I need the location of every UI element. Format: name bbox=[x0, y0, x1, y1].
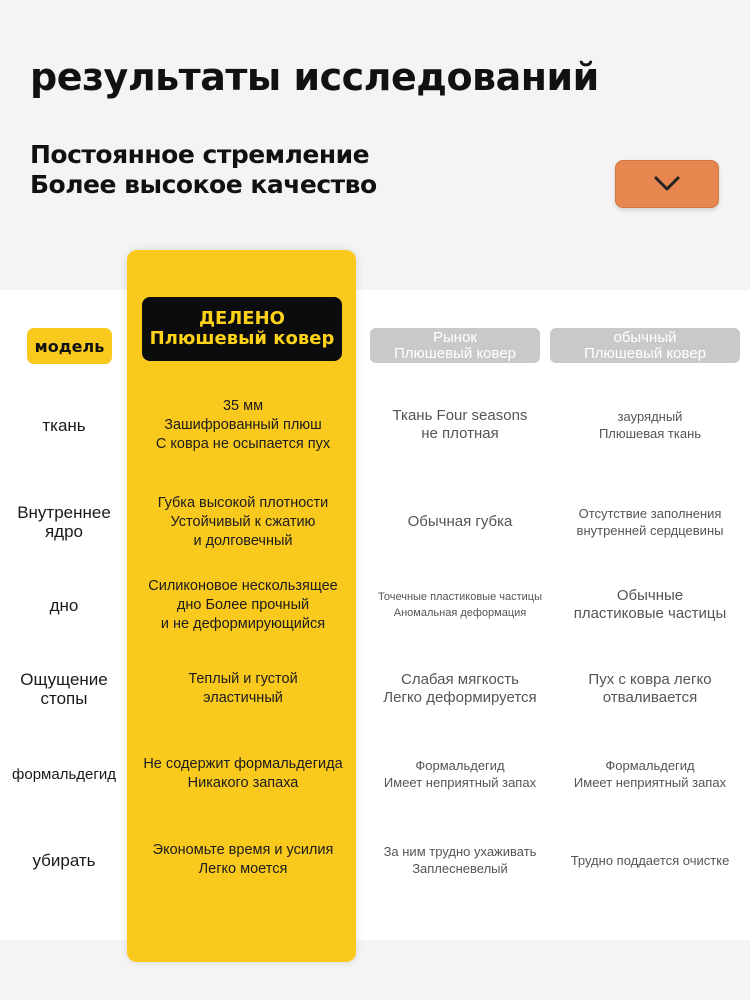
cell-line: отваливается bbox=[602, 689, 698, 706]
cell-line: 35 мм bbox=[222, 397, 264, 414]
ordinary-cell-inner-core bbox=[550, 490, 750, 554]
cell-line: За ним трудно ухаживать bbox=[383, 844, 537, 859]
cell-line: Пух с ковра легко bbox=[588, 671, 712, 688]
cell-line: Имеет неприятный запах bbox=[573, 775, 727, 790]
ordinary-header-line: Плюшевый ковер bbox=[583, 344, 706, 362]
market-header-line: Плюшевый ковер bbox=[393, 344, 516, 362]
cell-line: эластичный bbox=[203, 690, 283, 706]
cell-line: Устойчивый к сжатию bbox=[170, 513, 316, 530]
model-label: модель bbox=[27, 328, 112, 364]
cell-line: Легко деформируется bbox=[383, 689, 537, 706]
cell-line: Зашифрованный плюш bbox=[164, 416, 322, 433]
cell-line: пластиковые частицы bbox=[573, 605, 727, 622]
cell-line: Силиконовое нескользящее bbox=[148, 577, 338, 594]
ordinary-cell-bottom bbox=[550, 574, 750, 636]
subtitle-line: Более высокое качество bbox=[30, 170, 377, 199]
row-label-fabric bbox=[0, 395, 128, 455]
ordinary-cell-fabric bbox=[550, 395, 750, 455]
row-label-line: стопы bbox=[40, 689, 88, 708]
row-label-line: ядро bbox=[44, 522, 84, 541]
cell-line: не плотная bbox=[421, 425, 499, 442]
subtitle-line: Постоянное стремление bbox=[30, 140, 370, 169]
highlight-cell-cleaning bbox=[130, 838, 356, 882]
cell-line: внутренней сердцевины bbox=[576, 523, 724, 538]
highlight-header-line: ДЕЛЕНО bbox=[199, 308, 285, 329]
subtitle bbox=[30, 140, 377, 200]
page-title: результаты исследований bbox=[30, 55, 599, 99]
row-label-line: убирать bbox=[32, 850, 96, 870]
cell-line: Теплый и густой bbox=[188, 671, 298, 687]
market-header bbox=[370, 328, 540, 363]
cell-line: Плюшевая ткань bbox=[598, 426, 702, 441]
cell-line: заурядный bbox=[617, 409, 683, 424]
cell-line: Отсутствие заполнения bbox=[578, 506, 722, 521]
cell-line: Губка высокой плотности bbox=[157, 494, 329, 511]
cell-line: Никакого запаха bbox=[187, 775, 299, 791]
highlight-cell-bottom bbox=[130, 574, 356, 636]
cell-line: Легко моется bbox=[198, 861, 288, 877]
market-cell-bottom bbox=[360, 574, 560, 636]
market-cell-inner-core bbox=[360, 490, 560, 554]
highlight-header-line: Плюшевый ковер bbox=[149, 328, 335, 349]
row-label-formaldehyde bbox=[0, 752, 128, 796]
cell-line: и долговечный bbox=[193, 532, 293, 549]
ordinary-cell-formaldehyde bbox=[550, 752, 750, 796]
cell-line: Формальдегид bbox=[605, 758, 695, 773]
cell-line: Обычная губка bbox=[407, 513, 513, 530]
highlight-header bbox=[142, 297, 342, 361]
row-label-bottom bbox=[0, 574, 128, 636]
chevron-down-icon bbox=[652, 174, 682, 194]
cell-line: Формальдегид bbox=[415, 758, 505, 773]
ordinary-header-line: обычный bbox=[613, 328, 677, 346]
ordinary-header bbox=[550, 328, 740, 363]
cell-line: Обычные bbox=[616, 587, 684, 604]
market-cell-formaldehyde bbox=[360, 752, 560, 796]
cell-line: Трудно поддается очистке bbox=[570, 852, 730, 868]
cell-line: дно Более прочный bbox=[176, 596, 310, 613]
cell-line: Ткань Four seasons bbox=[392, 407, 528, 424]
cell-line: Заплесневелый bbox=[412, 861, 508, 876]
highlight-cell-foot-feel bbox=[130, 664, 356, 714]
market-header-line: Рынок bbox=[433, 328, 477, 346]
row-label-inner-core bbox=[0, 490, 128, 554]
market-cell-fabric bbox=[360, 395, 560, 455]
highlight-cell-formaldehyde bbox=[130, 752, 356, 796]
market-cell-cleaning bbox=[360, 838, 560, 882]
row-label-line: формальдегид bbox=[12, 765, 116, 783]
cell-line: Слабая мягкость bbox=[401, 671, 519, 688]
cell-line: Не содержит формальдегида bbox=[143, 756, 343, 772]
row-label-foot-feel bbox=[0, 664, 128, 714]
cell-line: и не деформирующийся bbox=[160, 615, 326, 632]
cell-line: Точечные пластиковые частицы bbox=[378, 591, 542, 603]
row-label-line: дно bbox=[49, 595, 79, 615]
cell-line: Имеет неприятный запах bbox=[383, 775, 537, 790]
market-cell-foot-feel bbox=[360, 664, 560, 714]
row-label-cleaning bbox=[0, 838, 128, 882]
cell-line: Аномальная деформация bbox=[393, 607, 527, 619]
highlight-cell-inner-core bbox=[130, 490, 356, 554]
cell-line: С ковра не осыпается пух bbox=[155, 435, 331, 452]
row-label-line: ткань bbox=[42, 415, 86, 435]
highlight-cell-fabric bbox=[130, 395, 356, 455]
ordinary-cell-foot-feel bbox=[550, 664, 750, 714]
row-label-line: Ощущение bbox=[20, 670, 108, 689]
row-label-line: Внутреннее bbox=[17, 503, 111, 522]
cell-line: Экономьте время и усилия bbox=[152, 842, 334, 858]
expand-button[interactable] bbox=[615, 160, 719, 208]
ordinary-cell-cleaning bbox=[550, 838, 750, 882]
